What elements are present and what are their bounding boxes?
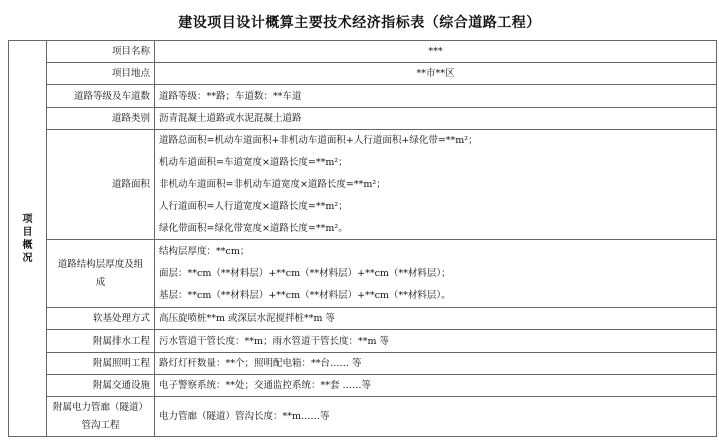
table-row <box>9 353 717 375</box>
row-value: 污水管道干管长度：**m；雨水管道干管长度：**m 等 <box>155 330 717 353</box>
table-row <box>9 41 717 63</box>
row-value: 道路等级：**路；车道数：**车道 <box>155 85 717 108</box>
row-value: 沥青混凝土道路或水泥混凝土道路 <box>155 108 717 130</box>
table-row <box>9 108 717 130</box>
row-label: 附属照明工程 <box>47 353 155 375</box>
row-value: 路灯灯杆数量：**个；照明配电箱：**台…… 等 <box>155 353 717 375</box>
text-line: 结构层厚度：**cm； <box>159 246 250 257</box>
table-row <box>9 130 717 240</box>
row-value: **市**区 <box>155 63 717 85</box>
row-label: 软基处理方式 <box>47 308 155 330</box>
table-row <box>9 63 717 85</box>
text-line: 面层：**cm（**材料层）+**cm（**材料层）+**cm（**材料层）； <box>159 268 451 279</box>
row-label: 附属交通设施 <box>47 375 155 397</box>
text-line: 道路总面积=机动车道面积+非机动车道面积+人行道面积+绿化带=**m²； <box>159 135 478 146</box>
row-label: 项目名称 <box>47 41 155 63</box>
table-row <box>9 330 717 353</box>
row-label: 附属排水工程 <box>47 330 155 353</box>
row-label: 道路类别 <box>47 108 155 130</box>
row-label: 项目地点 <box>47 63 155 85</box>
text-line: 绿化带面积=绿化带宽度×道路长度=**m²。 <box>159 223 348 234</box>
row-label: 道路面积 <box>47 130 155 240</box>
table-row <box>9 375 717 397</box>
table-row <box>9 240 717 308</box>
table-row <box>9 85 717 108</box>
row-label: 道路结构层厚度及组成 <box>47 240 155 308</box>
category-label: 项目概况 <box>22 213 33 264</box>
row-value <box>155 240 717 308</box>
category-cell <box>9 41 47 437</box>
row-value: *** <box>155 41 717 63</box>
spec-table <box>8 40 717 437</box>
row-value: 电力管廊（隧道）管沟长度：**m……等 <box>155 397 717 437</box>
text-line: 非机动车道面积=非机动车道宽度×道路长度=**m²； <box>159 179 386 190</box>
text-line: 机动车道面积=车道宽度×道路长度=**m²； <box>159 157 348 168</box>
document-title: 建设项目设计概算主要技术经济指标表（综合道路工程） <box>178 15 541 31</box>
row-label: 道路等级及车道数 <box>47 85 155 108</box>
text-line: 人行道面积=人行道宽度×道路长度=**m²； <box>159 201 348 212</box>
row-value: 高压旋喷桩**m 或深层水泥搅拌桩**m 等 <box>155 308 717 330</box>
table-row <box>9 308 717 330</box>
row-value <box>155 130 717 240</box>
row-value: 电子警察系统：**处；交通监控系统：**套 ……等 <box>155 375 717 397</box>
table-row <box>9 397 717 437</box>
row-label: 附属电力管廊（隧道）管沟工程 <box>47 397 155 437</box>
text-line: 基层：**cm（**材料层）+**cm（**材料层）+**cm（**材料层）。 <box>159 290 451 301</box>
